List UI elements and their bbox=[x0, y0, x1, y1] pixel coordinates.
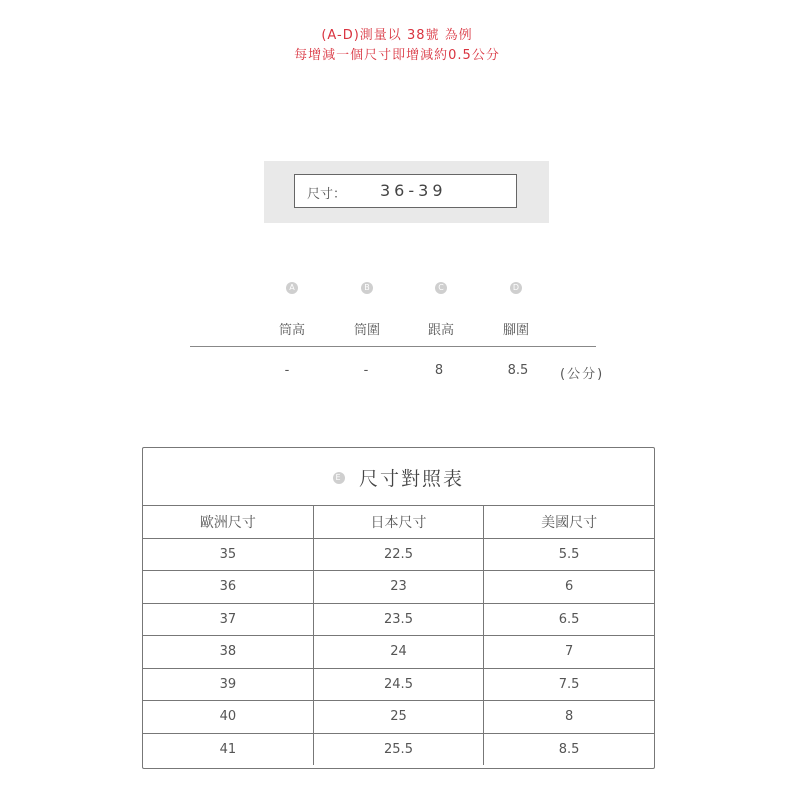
cell-eu: 36 bbox=[143, 571, 313, 604]
measure-label-foot-circumference: 腳圍 bbox=[502, 323, 529, 338]
size-value: 36-39 bbox=[380, 181, 447, 200]
measure-value-shaft-height: - bbox=[284, 363, 290, 378]
cell-jp: 24.5 bbox=[313, 668, 483, 701]
cell-jp: 25 bbox=[313, 701, 483, 734]
size-table bbox=[143, 506, 654, 765]
cell-eu: 35 bbox=[143, 538, 313, 571]
size-selector[interactable] bbox=[294, 174, 517, 208]
cell-eu: 39 bbox=[143, 668, 313, 701]
badge-a-icon: A bbox=[286, 282, 298, 294]
cell-eu: 37 bbox=[143, 603, 313, 636]
table-header-row bbox=[143, 506, 654, 538]
measure-value-shaft-circumference: - bbox=[363, 363, 369, 378]
measure-label-heel-height: 跟高 bbox=[427, 323, 454, 338]
badge-d-wrap bbox=[476, 282, 556, 294]
measure-value-heel-height: 8 bbox=[434, 363, 444, 378]
table-row bbox=[143, 603, 654, 636]
cell-eu: 41 bbox=[143, 733, 313, 765]
cell-us: 7.5 bbox=[484, 668, 654, 701]
table-row bbox=[143, 668, 654, 701]
cell-jp: 23.5 bbox=[313, 603, 483, 636]
measure-label-shaft-height: 筒高 bbox=[278, 323, 305, 338]
header-eu-size: 歐洲尺寸 bbox=[143, 506, 313, 538]
cell-us: 7 bbox=[484, 636, 654, 669]
badge-c-icon: C bbox=[435, 282, 447, 294]
cell-jp: 24 bbox=[313, 636, 483, 669]
table-row bbox=[143, 733, 654, 765]
cell-eu: 38 bbox=[143, 636, 313, 669]
measurement-note: (A-D)測量以 38號 為例 bbox=[321, 28, 473, 43]
cell-eu: 40 bbox=[143, 701, 313, 734]
table-row bbox=[143, 538, 654, 571]
size-chart-title bbox=[143, 464, 654, 491]
measure-label-shaft-circumference: 筒圍 bbox=[353, 323, 380, 338]
cell-jp: 25.5 bbox=[313, 733, 483, 765]
badge-d-icon: D bbox=[510, 282, 522, 294]
badge-c-wrap bbox=[401, 282, 481, 294]
size-panel bbox=[264, 161, 549, 223]
cell-us: 8.5 bbox=[558, 741, 580, 757]
size-chart-title-text: 尺寸對照表 bbox=[358, 468, 464, 490]
cell-us: 6 bbox=[484, 571, 654, 604]
size-label: 尺寸： bbox=[307, 187, 347, 202]
header-jp-size: 日本尺寸 bbox=[313, 506, 483, 538]
cell-us: 8 bbox=[484, 701, 654, 734]
measure-value-foot-circumference: 8.5 bbox=[507, 363, 529, 378]
table-row bbox=[143, 571, 654, 604]
badge-e-icon: E bbox=[333, 472, 345, 484]
cell-us: 6.5 bbox=[484, 603, 654, 636]
measure-divider bbox=[190, 346, 596, 347]
size-chart-title-row bbox=[143, 448, 654, 506]
size-increment-note: 每增減一個尺寸即增減約0.5公分 bbox=[294, 48, 500, 63]
size-chart bbox=[142, 447, 655, 769]
badge-a-wrap bbox=[252, 282, 332, 294]
cell-jp: 22.5 bbox=[313, 538, 483, 571]
measure-unit: (公分) bbox=[560, 367, 605, 382]
table-row bbox=[143, 701, 654, 734]
badge-b-wrap bbox=[327, 282, 407, 294]
header-us-size: 美國尺寸 bbox=[484, 506, 654, 538]
badge-b-icon: B bbox=[361, 282, 373, 294]
cell-jp: 23 bbox=[313, 571, 483, 604]
cell-us: 5.5 bbox=[484, 538, 654, 571]
table-row bbox=[143, 636, 654, 669]
